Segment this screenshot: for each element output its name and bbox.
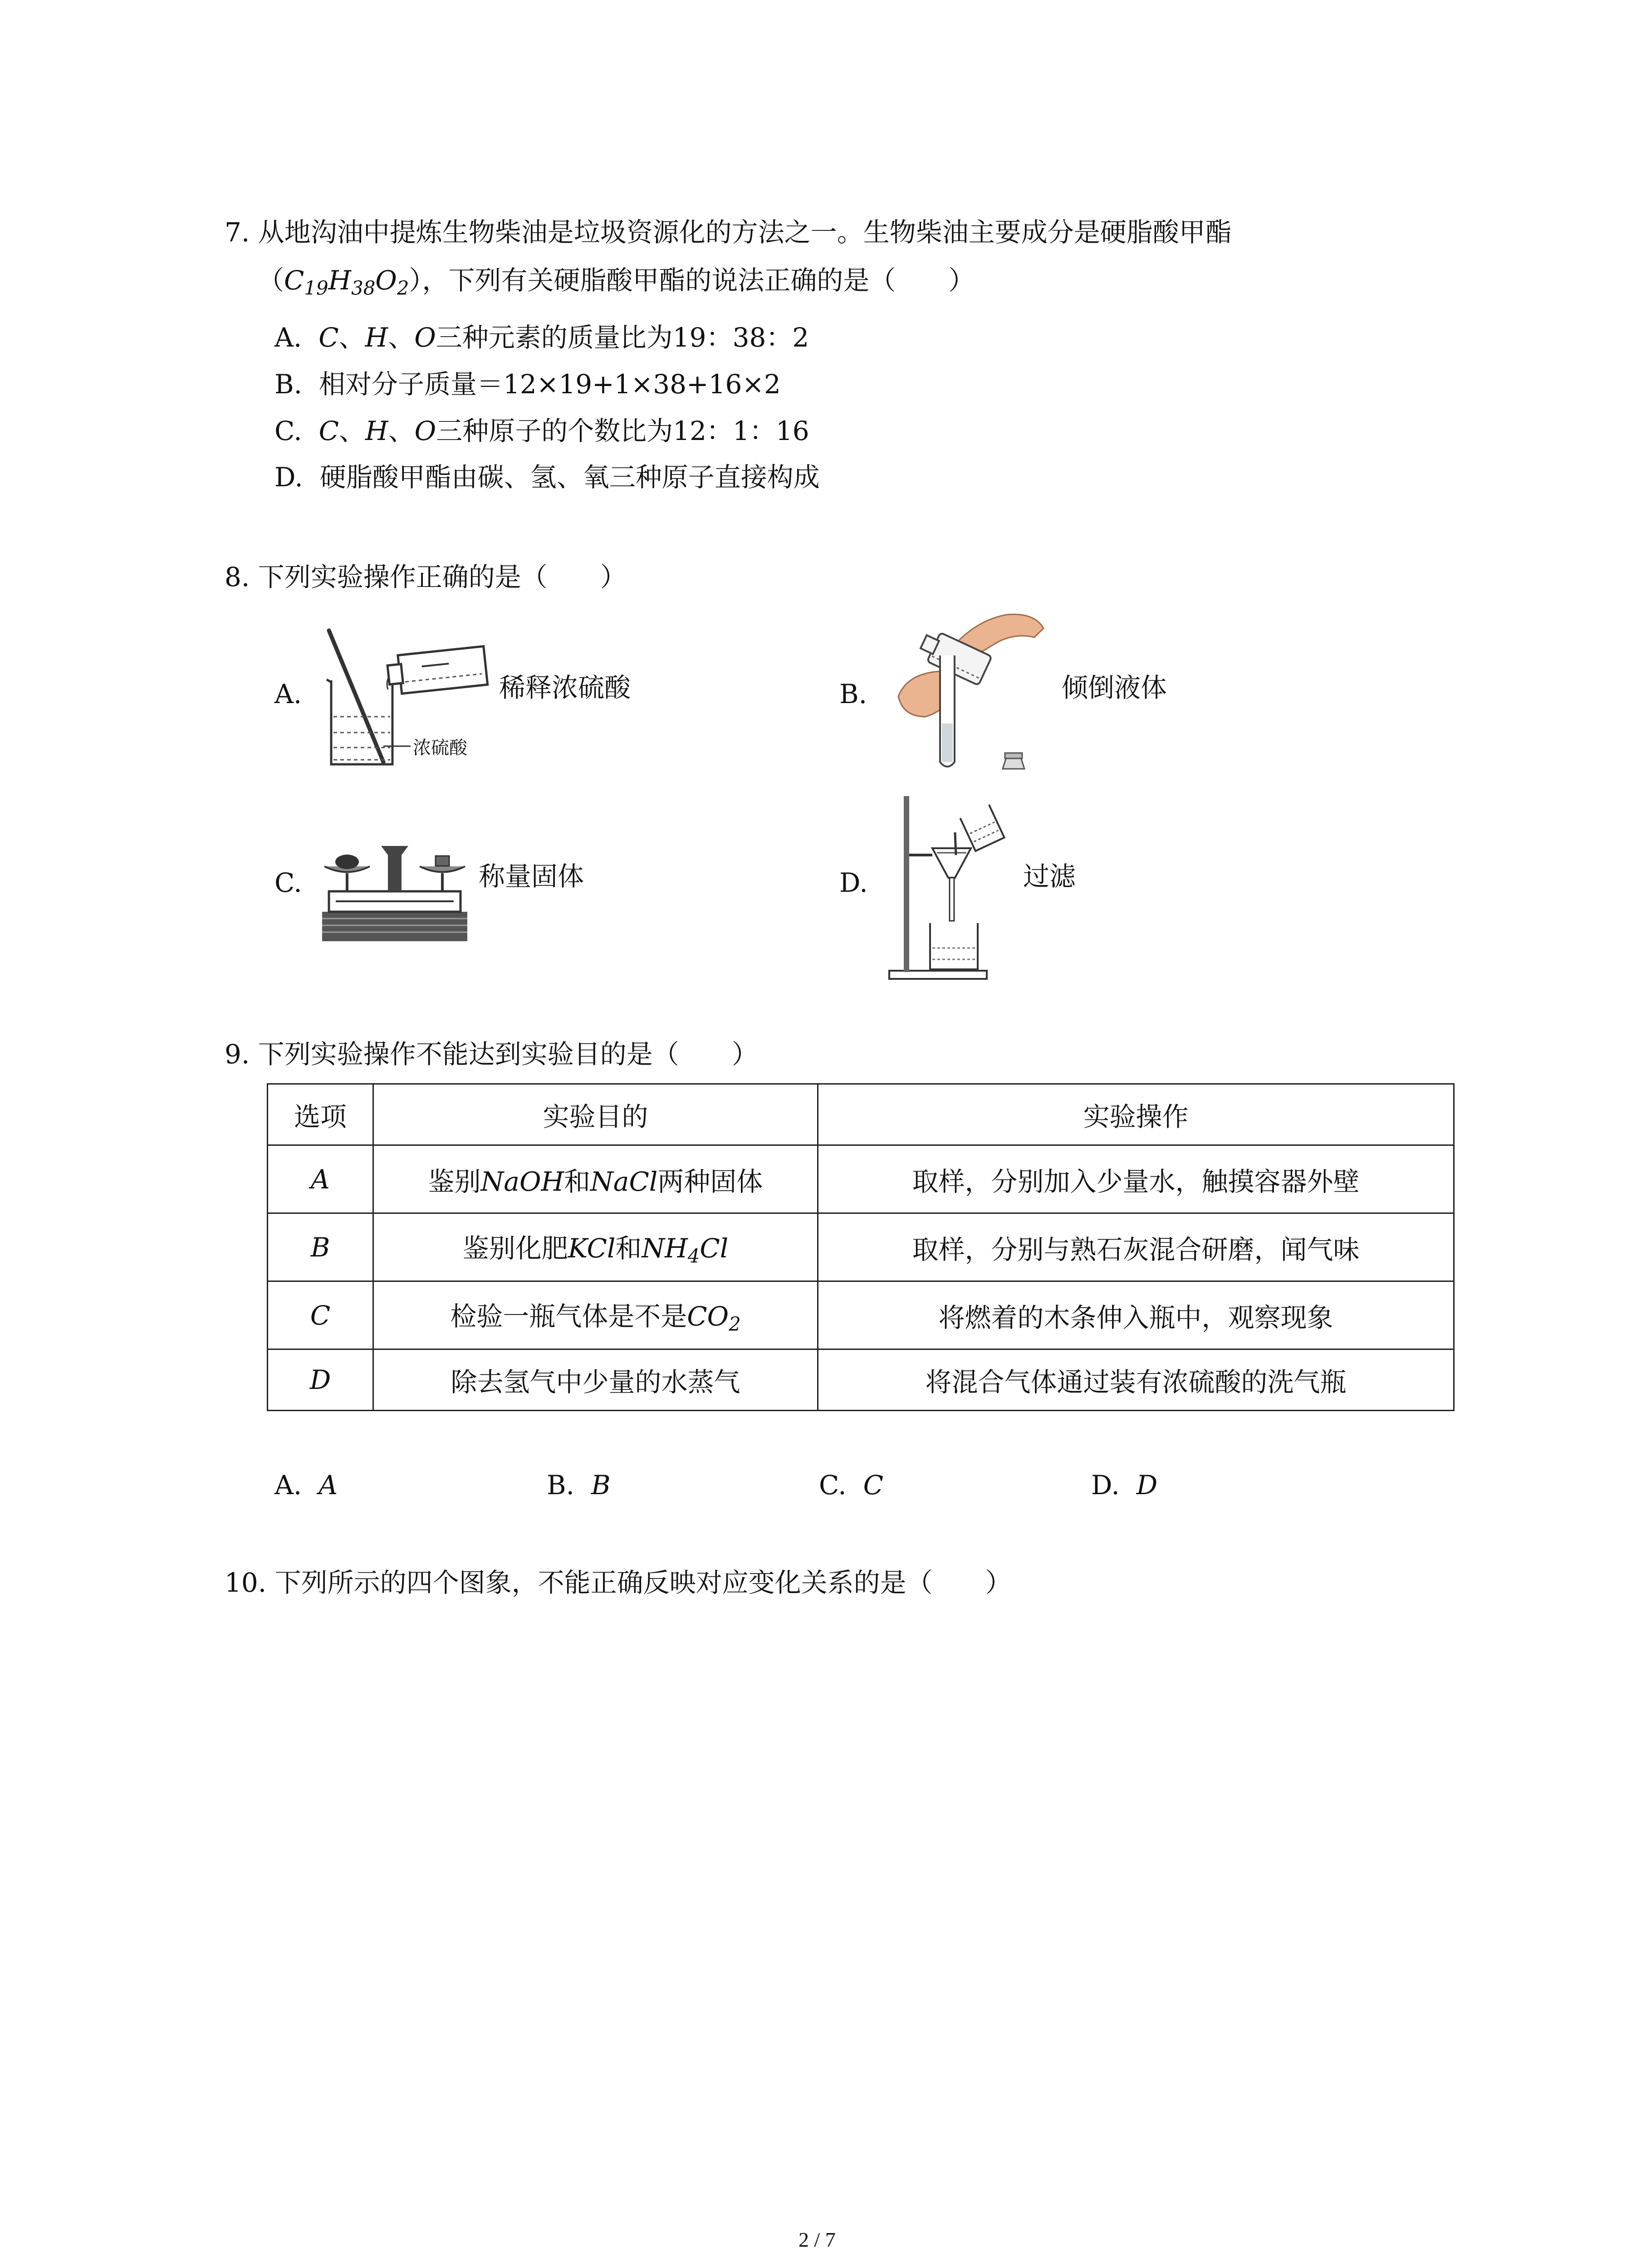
- q9-choice-d: D. D: [1091, 1470, 1158, 1501]
- q7-stem-line1: 7. 从地沟油中提炼生物柴油是垃圾资源化的方法之一。生物柴油主要成分是硬脂酸甲酯: [225, 217, 1232, 248]
- q8-option-b-text: 倾倒液体: [1062, 672, 1167, 703]
- row-operation: 将混合气体通过装有浓硫酸的洗气瓶: [818, 1349, 1454, 1411]
- table-header-row: [268, 1084, 1454, 1145]
- row-goal: 检验一瓶气体是不是$CO_2$: [373, 1281, 818, 1349]
- q8-stem: 8. 下列实验操作正确的是（ ）: [225, 562, 627, 592]
- row-option: D: [268, 1349, 373, 1411]
- q7-option-b: B. 相对分子质量＝12×19+1×38+16×2: [274, 369, 781, 400]
- q7-option-a: A. C、H、O三种元素的质量比为19：38：2: [274, 322, 809, 353]
- q9-choice-b: B. B: [547, 1470, 611, 1501]
- filtration-figure: [887, 792, 1023, 982]
- q9-choice-a: A. A: [274, 1470, 338, 1501]
- header-operation: 实验操作: [818, 1084, 1454, 1145]
- q7-option-d: D. 硬脂酸甲酯由碳、氢、氧三种原子直接构成: [274, 462, 820, 493]
- table-row: [268, 1145, 1454, 1213]
- row-operation: 将燃着的木条伸入瓶中，观察现象: [818, 1281, 1454, 1349]
- row-operation: 取样，分别加入少量水，触摸容器外壁: [818, 1145, 1454, 1213]
- pour-liquid-figure: [889, 606, 1080, 778]
- row-option: A: [268, 1145, 373, 1213]
- row-option: B: [268, 1213, 373, 1281]
- q8-option-d-label: D.: [839, 867, 868, 898]
- q10-stem: 10. 下列所示的四个图象，不能正确反映对应变化关系的是（ ）: [225, 1567, 1012, 1598]
- q8-option-a-text: 稀释浓硫酸: [499, 672, 631, 703]
- q9-choice-c: C. C: [819, 1470, 884, 1501]
- q7-option-c: C. C、H、O三种原子的个数比为12：1：16: [274, 415, 809, 446]
- concentrated-acid-label: 浓硫酸: [413, 738, 467, 758]
- q9-table: [267, 1083, 1455, 1411]
- row-goal: 鉴别化肥KCl和$NH_4Cl$: [373, 1213, 818, 1281]
- q7-stem-line2: $(C_{19}H_{38}O_2)$，下列有关硬脂酸甲酯的说法正确的是（ ）: [258, 265, 975, 299]
- header-goal: 实验目的: [373, 1084, 818, 1145]
- q8-option-c-text: 称量固体: [479, 861, 584, 892]
- page-number: 2 / 7: [798, 2228, 836, 2251]
- q7-formula: $C_{19}H_{38}O_2$: [284, 265, 409, 299]
- q8-option-d-text: 过滤: [1023, 861, 1076, 892]
- q9-stem: 9. 下列实验操作不能达到实验目的是（ ）: [225, 1039, 758, 1070]
- table-row: [268, 1213, 1454, 1281]
- table-row: [268, 1349, 1454, 1411]
- dilute-acid-figure: [313, 626, 499, 776]
- q8-option-b-label: B.: [839, 679, 867, 709]
- header-option: 选项: [268, 1084, 373, 1145]
- row-goal: 鉴别NaOH和NaCl两种固体: [373, 1145, 818, 1213]
- row-goal: 除去氢气中少量的水蒸气: [373, 1349, 818, 1411]
- row-option: C: [268, 1281, 373, 1349]
- q8-option-a-label: A.: [274, 679, 302, 709]
- row-operation: 取样，分别与熟石灰混合研磨，闻气味: [818, 1213, 1454, 1281]
- table-row: [268, 1281, 1454, 1349]
- balance-figure: [318, 828, 472, 943]
- q8-option-c-label: C.: [274, 867, 302, 898]
